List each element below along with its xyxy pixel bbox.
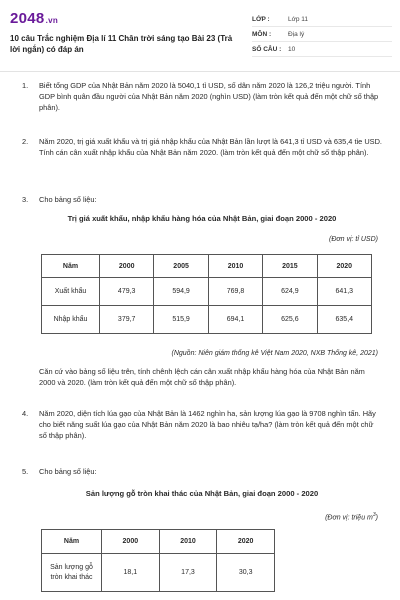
site-logo[interactable] [10,10,58,27]
table-cell: 17,3 [159,554,217,592]
table-header-row [42,530,275,554]
question-2 [22,136,382,158]
question-3 [22,194,382,205]
table-1-title: Trị giá xuất khẩu, nhập khẩu hàng hóa của Nhật Bản, giai đoạn 2000 - 2020 [67,214,337,223]
question-text: Năm 2020, diện tích lúa gạo của Nhật Bản là 1462 nghìn ha, sản lượng lúa gạo là 9708 nghìn tấn. Hãy cho biết năng suất lúa gạo của Nhật Bản năm 2020 là bao nhiêu tạ/ha? (làm tròn kết quả đến một chữ số thập phân). [39,409,376,440]
table-cell: 641,3 [317,278,371,306]
meta-row-class [252,12,392,27]
table-header-cell: 2020 [217,530,275,554]
page-header [0,0,400,72]
table-header-cell: 2010 [159,530,217,554]
question-number: 5. [22,467,29,476]
question-1 [22,80,382,113]
table-2-title: Sản lượng gỗ tròn khai thác của Nhật Bản, giai đoạn 2000 - 2020 [85,489,319,498]
table-header-cell: 2005 [154,255,208,278]
question-number: 1. [22,81,29,90]
table-cell: 594,9 [154,278,208,306]
table-cell: 624,9 [263,278,317,306]
table-header-cell: 2020 [317,255,371,278]
table-header-cell: Năm [42,530,102,554]
table-1-source: (Nguồn: Niên giám thống kê Việt Nam 2020, NXB Thống kê, 2021) [171,350,378,357]
document-title: 10 câu Trắc nghiệm Địa lí 11 Chân trời sáng tạo Bài 23 (Trả lời ngắn) có đáp án [10,34,233,54]
table-1 [41,254,372,334]
table-header-cell: 2000 [102,530,160,554]
table-header-cell: 2015 [263,255,317,278]
table-header-cell: 2010 [208,255,262,278]
question-text: Căn cứ vào bảng số liệu trên, tính chênh lệch cán cân xuất nhập khẩu hàng hóa của Nhật Bản năm 2000 và 2020. (làm tròn kết quả đến một chữ số thập phân). [39,367,365,387]
question-text: Năm 2020, trị giá xuất khẩu và trị giá nhập khẩu của Nhật Bản lần lượt là 641,3 tỉ USD và 635,4 tỉe USD. Tính cán cân xuất nhập khẩu của Nhật Bản năm 2020. (làm tròn kết quả đến một chữ số thập phân). [39,137,382,157]
table-cell: 694,1 [208,306,262,334]
table-1-question [22,366,382,388]
meta-key: SỐ CÂU : [252,45,282,53]
question-number: 2. [22,137,29,146]
table-2 [41,529,275,592]
meta-value: Lớp 11 [288,15,309,23]
meta-key: MÔN : [252,30,272,38]
meta-value: 10 [288,45,296,53]
question-number: 4. [22,409,29,418]
table-cell: Nhập khẩu [42,306,100,334]
question-number: 3. [22,195,29,204]
table-cell: Xuất khẩu [42,278,100,306]
unit-close: ) [375,514,378,522]
table-header-row [42,255,372,278]
table-row [42,278,372,306]
meta-key: LỚP : [252,15,270,23]
table-cell: 515,9 [154,306,208,334]
table-cell: 18,1 [102,554,160,592]
table-header-cell: Năm [42,255,100,278]
table-cell: 635,4 [317,306,371,334]
question-4 [22,408,382,441]
logo-suffix: .vn [45,16,59,25]
table-cell: 769,8 [208,278,262,306]
table-row [42,306,372,334]
table-row [42,554,275,592]
table-header-cell: 2000 [100,255,154,278]
unit-superscript: 3 [372,512,376,518]
table-cell: 379,7 [100,306,154,334]
unit-text: (Đơn vị: triệu m [325,514,373,522]
question-5 [22,466,382,477]
table-cell: Sản lượng gỗ tròn khai thác [42,554,102,592]
question-text: Biết tổng GDP của Nhật Bản năm 2020 là 5040,1 tỉ USD, số dân năm 2020 là 126,2 triệu người. Tính GDP bình quân đầu người của Nhật Bản năm 2020 (nghìn USD) (làm tròn kết quả đến một chữ số thập phân). [39,81,379,112]
table-cell: 30,3 [217,554,275,592]
table-cell: 479,3 [100,278,154,306]
question-text: Cho bảng số liệu: [39,195,97,204]
meta-row-count [252,42,392,57]
table-cell: 625,6 [263,306,317,334]
table-2-unit [325,510,378,523]
logo-main: 2048 [10,10,45,27]
table-1-unit: (Đơn vị: tỉ USD) [329,236,378,243]
meta-info [252,12,392,57]
meta-value: Địa lý [288,30,305,38]
question-text: Cho bảng số liệu: [39,467,97,476]
meta-row-subject [252,27,392,42]
